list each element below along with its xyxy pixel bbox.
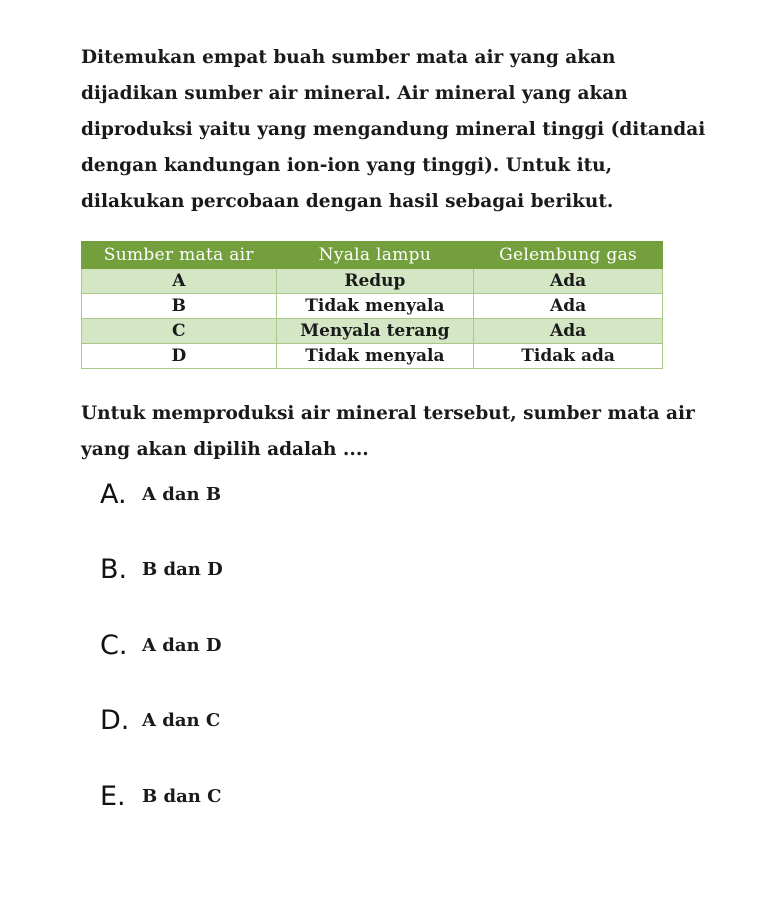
option-letter: E. — [100, 780, 126, 812]
table-row — [82, 269, 663, 294]
option-letter: A. — [100, 478, 127, 510]
intro-line: diproduksi yaitu yang mengandung mineral tinggi (ditandai — [81, 119, 706, 140]
intro-line: dilakukan percobaan dengan hasil sebagai berikut. — [81, 191, 614, 212]
option-text: B dan C — [142, 785, 222, 807]
option-letter: D. — [100, 704, 130, 736]
option-d[interactable] — [100, 703, 220, 737]
table-cell: Menyala terang — [276, 319, 474, 344]
option-letter: B. — [100, 553, 128, 585]
option-e[interactable] — [100, 779, 221, 813]
option-text: B dan D — [142, 558, 223, 580]
table-row — [82, 294, 663, 319]
table-cell: D — [82, 344, 277, 369]
table-cell: Tidak menyala — [276, 294, 474, 319]
option-text: A dan D — [142, 634, 222, 656]
experiment-table — [81, 241, 663, 369]
intro-line: Ditemukan empat buah sumber mata air yang akan — [81, 47, 616, 68]
option-text: A dan C — [142, 709, 221, 731]
option-c[interactable] — [100, 628, 221, 662]
table-cell: Ada — [474, 294, 663, 319]
table-cell: Ada — [474, 269, 663, 294]
table-header-row — [82, 242, 663, 269]
intro-line: dijadikan sumber air mineral. Air mineral yang akan — [81, 83, 628, 104]
intro-line: dengan kandungan ion-ion yang tinggi). Untuk itu, — [81, 155, 613, 176]
table-cell: Tidak menyala — [276, 344, 474, 369]
option-text: A dan B — [142, 483, 222, 505]
question-line: Untuk memproduksi air mineral tersebut, sumber mata air — [81, 403, 695, 424]
header-nyala-lampu: Nyala lampu — [276, 242, 474, 269]
question-line: yang akan dipilih adalah .... — [81, 439, 369, 460]
table-row — [82, 344, 663, 369]
table-cell: Tidak ada — [474, 344, 663, 369]
table-cell: Ada — [474, 319, 663, 344]
table-cell: Redup — [276, 269, 474, 294]
header-gelembung-gas: Gelembung gas — [474, 242, 663, 269]
table-cell: A — [82, 269, 277, 294]
option-letter: C. — [100, 629, 128, 661]
table-row — [82, 319, 663, 344]
header-sumber-mata-air: Sumber mata air — [82, 242, 277, 269]
table-cell: B — [82, 294, 277, 319]
table-cell: C — [82, 319, 277, 344]
option-b[interactable] — [100, 552, 223, 586]
question-paragraph — [81, 396, 695, 468]
intro-paragraph — [81, 40, 706, 220]
option-a[interactable] — [100, 477, 221, 511]
